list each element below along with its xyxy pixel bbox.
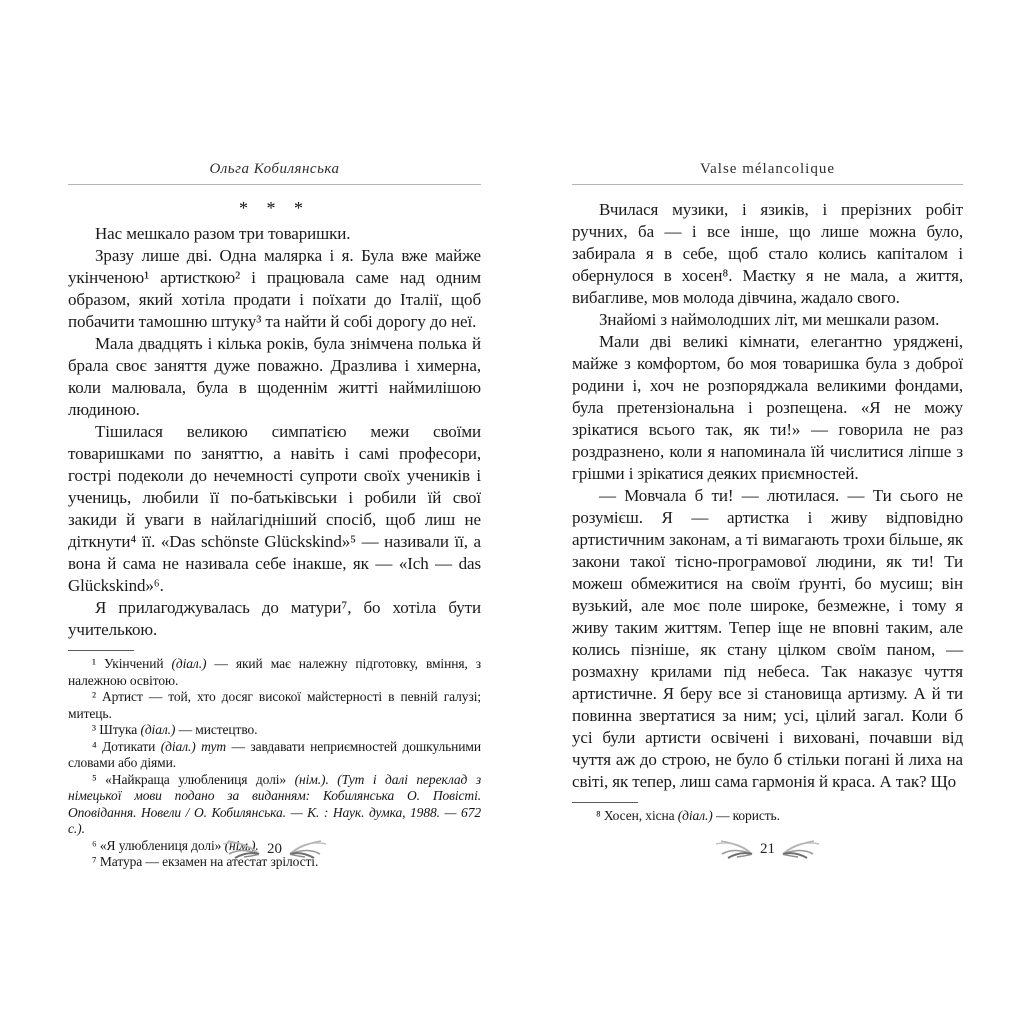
footnote: ⁶ «Я улюблениця долі» (нім.). bbox=[92, 837, 259, 853]
laurel-wing-icon bbox=[782, 840, 820, 859]
paragraph: Тішилася великою симпатією межи своїми товаришками по заняттю, а навіть і самі професори, гострі подеколи до нечемності супроти своїх учеників і учениць, любили її по-батьківськи і робили їй свої закиди й уваги в найлагідніший спосіб, щоб лиш не діткнути⁴ її. «Das schönste Glückskind»⁵ — називали її, а вона й сама не називала себе інакше, як — «Ich — das Glückskind»⁶. bbox=[68, 422, 481, 595]
paragraph: Зразу лише дві. Одна малярка і я. Була вже майже укінченою¹ артисткою² і працювала саме над одним образом, який хотіла продати і поїхати до Італії, щоб побачити тамошню штуку³ та найти й собі дорогу до неї. bbox=[68, 246, 481, 331]
footnote: ³ Штука (діал.) — мистецтво. bbox=[92, 722, 258, 737]
paragraph: Я прилагоджувалась до матури⁷, бо хотіла бути учителькою. bbox=[68, 598, 481, 639]
running-header-author: Ольга Кобилянська bbox=[209, 161, 340, 177]
footnotes bbox=[68, 656, 481, 871]
body-text bbox=[572, 199, 963, 793]
footnote: ² Артист — той, хто досяг високої майстерності в певній галузі; митець. bbox=[68, 689, 481, 721]
footnote: ⁴ Дотикати (діал.) тут — завдавати неприємностей дошкульними словами або діями. bbox=[68, 738, 481, 770]
footnote-separator bbox=[68, 650, 134, 651]
left-page bbox=[68, 161, 481, 871]
footnote: ⁷ Матура — екзамен на атестат зрілості. bbox=[92, 854, 319, 869]
footnote: ⁵ «Найкраща улюблениця долі» (нім.). (Тут і далі переклад з німецької мови подано за виданням: Кобилянська О. Повісті. Оповідання. Новели / О. Кобилянська. — К. : Наук. думка, 1988. — 672 с.). bbox=[68, 771, 481, 836]
paragraph: Вчилася музики, і язиків, і прерізних робіт ручних, ба — і все інше, що лише можна було, забирала я в себе, щоб стало колись капіталом і обернулося в хосен⁸. Маєтку я не мала, а життя, вибагливе, мов молода дівчина, жадало свого. bbox=[572, 200, 963, 307]
page-number: 20 bbox=[267, 841, 282, 857]
laurel-wing-icon bbox=[715, 840, 753, 859]
right-page bbox=[572, 161, 963, 857]
section-divider: * * * bbox=[239, 198, 310, 218]
footnote: ⁸ Хосен, хісна (діал.) — користь. bbox=[596, 808, 780, 823]
paragraph: Знайомі з наймолодших літ, ми мешкали разом. bbox=[599, 310, 940, 329]
header-rule bbox=[572, 184, 963, 185]
header-rule bbox=[68, 184, 481, 185]
page-number: 21 bbox=[760, 841, 775, 857]
paragraph: Мали дві великі кімнати, елегантно уряджені, майже з комфортом, бо моя товаришка була з доброї родини і, хоч не розпоряджала великими фондами, була претензіональна і розпещена. «Я не можу зрікатися всього так, як ти!» — говорила не раз роздразнено, коли я напоминала їй числитися ліпше з грішми і зрікатися деяких приємностей. bbox=[572, 332, 963, 483]
paragraph: Нас мешкало разом три товаришки. bbox=[95, 224, 351, 243]
running-header-title: Valse mélancolique bbox=[699, 161, 836, 177]
paragraph: — Мовчала б ти! — лютилася. — Ти сього не розумієш. Я — артистка і живу відповідно артистичним законам, а ті вимагають трохи більше, як закони такої тісно-програмової людини, як ти! Ти можеш обмежитися на своїм ґрунті, бо мусиш; він вузький, але моє поле широке, безмежне, і тому я живу таким життям. Тепер іще не вповні таким, але колись пізніше, як стану цілком своїм паном, — розмахну крилами під небеса. Так наказує чуття артистичне. Я беру все зі становища артизму. А й ти повинна звертатися за ним; усі, цілий загал. Коли б усі були артисти освічені і виховані, почавши від чуття аж до строю, не було б стільки погані й лиха на світі, як тепер, лиш сама гармонія й краса. А так? Що bbox=[572, 486, 963, 791]
body-text bbox=[68, 223, 481, 641]
footnote: ¹ Укінчений (діал.) — який має належну підготовку, вміння, з належною освітою. bbox=[68, 656, 481, 688]
footnote-separator bbox=[572, 802, 638, 803]
page-number-row bbox=[572, 840, 963, 859]
page-number-row bbox=[68, 837, 481, 859]
laurel-wing-icon bbox=[289, 840, 327, 859]
footnotes bbox=[572, 808, 963, 825]
laurel-wing-icon bbox=[222, 840, 260, 859]
paragraph: Мала двадцять і кілька років, була знімчена полька й брала своє заняття дуже поважно. Дразлива і химерна, коли малювала, була в щоденнім житті наймилішою людиною. bbox=[68, 334, 481, 419]
